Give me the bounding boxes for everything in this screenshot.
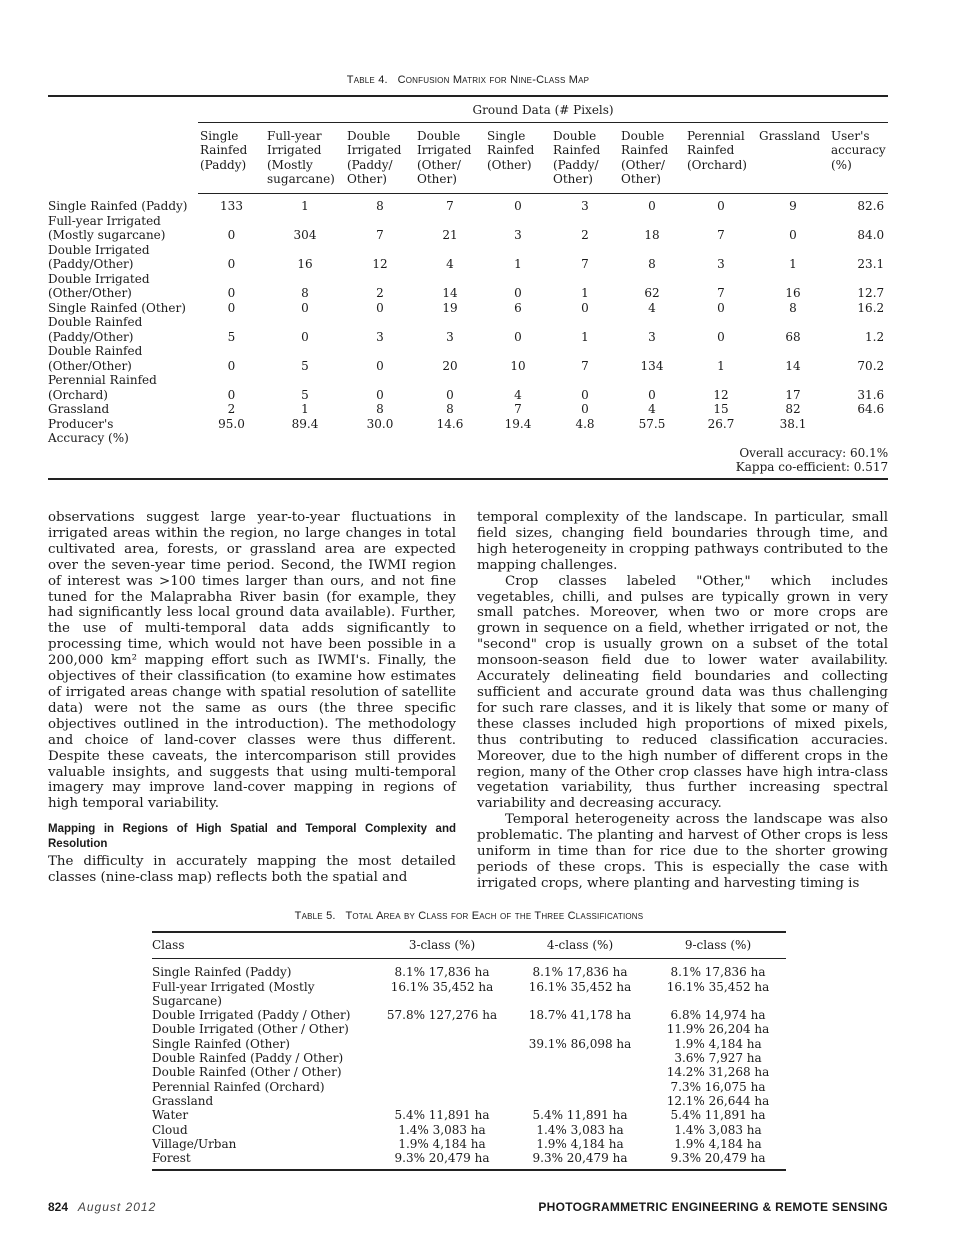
row-label	[48, 272, 198, 301]
producers-accuracy-cell: 38.1	[779, 416, 807, 431]
area-cell-c4: 1.4% 3,083 ha	[536, 1122, 624, 1137]
table-row	[152, 1022, 786, 1036]
matrix-cell: 3	[514, 228, 522, 242]
column-header	[685, 122, 757, 193]
matrix-cell: 3	[648, 329, 656, 344]
row-label	[48, 344, 198, 373]
producers-accuracy-cell: 4.8	[575, 416, 595, 431]
column-header-line: Other)	[347, 172, 387, 186]
page-number: 824	[48, 1200, 69, 1214]
column-header-line: Single	[200, 128, 239, 143]
area-cell-c4	[510, 1022, 650, 1036]
matrix-cell: 4	[648, 402, 656, 416]
area-cell-c3	[374, 1037, 510, 1051]
column-header-line: (Paddy/	[553, 157, 599, 172]
column-header-line: Other)	[621, 172, 661, 186]
area-cell-c4	[510, 1094, 650, 1108]
matrix-cell: 16	[785, 286, 801, 300]
users-accuracy-cell: 84.0	[857, 228, 885, 242]
producers-accuracy-cell: 89.4	[291, 416, 319, 431]
area-cell-c4	[510, 1065, 650, 1079]
table5-header-9class: 9-class (%)	[650, 932, 786, 959]
row-label-line: (Other/Other)	[48, 286, 132, 300]
area-cell-c3: 5.4% 11,891 ha	[394, 1108, 490, 1123]
matrix-cell: 0	[227, 257, 236, 271]
matrix-cell: 9	[789, 199, 797, 213]
row-label-line: Double Rainfed	[48, 344, 143, 358]
column-header	[485, 122, 551, 193]
class-cell-line: Sugarcane)	[152, 993, 222, 1008]
column-header	[619, 122, 685, 193]
area-cell-c4: 1.9% 4,184 ha	[536, 1136, 624, 1151]
accuracy-summary-row	[48, 446, 888, 479]
right-paragraph-2: Crop classes labeled "Other," which includes vegetables, chilli, and pulses are typically grown in very small patches. Moreover, when two or more crops are grown in sequence on a field, whether irrigated or not, the "second" crop is usually grown on a subset of the total monsoon-season field due to lower water availability. Accurately delineating field boundaries and collecting sufficient and accurate ground data was thus challenging for such rare classes, and it is likely that some or many of these classes included high proportions of mixed pixels, thus contributing to reduced classification accuracies. Moreover, due to the high number of different crops in the region, many of the Other crop classes have high intra-class vegetation variability, thus further increasing spectral variability and decreasing accuracy.	[477, 573, 888, 812]
area-cell-c9: 14.2% 31,268 ha	[666, 1065, 770, 1080]
ground-data-header: Ground Data (# Pixels)	[198, 96, 888, 122]
matrix-cell: 0	[717, 199, 725, 213]
class-cell	[152, 1065, 374, 1079]
producers-label-line: Producer's	[48, 416, 114, 431]
class-cell-line: Double Rainfed (Other / Other)	[152, 1065, 342, 1080]
matrix-cell: 20	[442, 358, 458, 373]
area-cell-c3: 1.9% 4,184 ha	[398, 1136, 486, 1151]
matrix-cell: 62	[644, 286, 660, 300]
area-cell-c9: 6.8% 14,974 ha	[670, 1008, 766, 1023]
matrix-cell: 4	[648, 300, 656, 315]
section-heading: Mapping in Regions of High Spatial and Temporal Complexity and Resolution	[48, 823, 456, 851]
column-header	[345, 122, 415, 193]
column-header-line: User's	[831, 128, 870, 143]
column-header-line: Rainfed	[687, 143, 735, 157]
matrix-cell: 3	[717, 257, 725, 271]
matrix-cell: 0	[301, 329, 309, 344]
table4-body	[48, 193, 888, 479]
area-cell-c3: 1.4% 3,083 ha	[398, 1122, 486, 1137]
class-cell-line: Single Rainfed (Other)	[152, 1036, 290, 1051]
column-header-line: Irrigated	[347, 143, 402, 157]
matrix-cell: 3	[446, 329, 454, 344]
column-header-line: Rainfed	[553, 143, 601, 157]
column-header-line: Full-year	[267, 128, 322, 143]
area-cell-c4	[510, 1080, 650, 1094]
producers-label-line: Accuracy (%)	[48, 431, 129, 445]
matrix-cell: 1	[301, 199, 309, 213]
matrix-cell: 0	[648, 199, 656, 213]
area-cell-c4: 18.7% 41,178 ha	[528, 1008, 632, 1023]
class-cell-line: Grassland	[152, 1093, 214, 1108]
issue-date: August 2012	[77, 1200, 157, 1214]
matrix-cell: 0	[227, 286, 236, 300]
summary-spacer	[48, 446, 198, 479]
area-cell-c4: 16.1% 35,452 ha	[528, 979, 632, 994]
matrix-cell: 2	[581, 228, 589, 242]
matrix-cell: 12	[713, 387, 729, 402]
matrix-cell: 8	[301, 286, 309, 300]
matrix-cell: 16	[297, 257, 313, 271]
matrix-cell: 0	[227, 300, 236, 315]
row-label-line: (Other/Other)	[48, 358, 132, 373]
matrix-cell: 0	[301, 300, 309, 315]
matrix-cell: 12	[372, 257, 388, 271]
matrix-cell: 0	[376, 387, 384, 402]
row-label	[48, 214, 198, 243]
area-cell-c3	[374, 1051, 510, 1065]
users-accuracy-cell: 12.7	[857, 286, 885, 300]
row-label	[48, 301, 198, 316]
area-cell-c3	[374, 1065, 510, 1079]
table-row	[152, 959, 786, 980]
row-label-line: Double Rainfed	[48, 315, 143, 329]
row-label-line: (Orchard)	[48, 387, 108, 402]
column-header-line: (Other/	[621, 157, 665, 172]
row-label	[48, 315, 198, 344]
matrix-cell: 1	[789, 257, 797, 271]
area-cell-c9: 9.3% 20,479 ha	[650, 1151, 786, 1170]
area-cell-c4: 5.4% 11,891 ha	[532, 1108, 628, 1123]
total-area-table	[152, 931, 786, 1171]
users-accuracy-cell: 70.2	[857, 358, 885, 373]
area-cell-c4	[510, 1051, 650, 1065]
users-accuracy-cell: 82.6	[857, 199, 885, 213]
matrix-cell: 15	[713, 402, 729, 416]
column-header	[551, 122, 619, 193]
column-header-line: Irrigated	[267, 143, 322, 157]
matrix-cell: 0	[227, 228, 236, 242]
producers-accuracy-row	[48, 417, 888, 446]
column-header-line: accuracy	[831, 143, 886, 157]
overall-accuracy: Overall accuracy: 60.1%	[739, 445, 889, 460]
column-header-line: Perennial	[687, 128, 745, 143]
matrix-cell: 8	[446, 402, 454, 416]
class-cell	[152, 1108, 374, 1122]
journal-name: PHOTOGRAMMETRIC ENGINEERING & REMOTE SENSING	[538, 1200, 888, 1214]
class-cell-line: Double Rainfed (Paddy / Other)	[152, 1051, 344, 1066]
class-cell-line: Perennial Rainfed (Orchard)	[152, 1079, 325, 1094]
matrix-cell: 0	[446, 387, 454, 402]
table4-title: Confusion Matrix for Nine-Class Map	[397, 74, 590, 86]
area-cell-c3	[374, 1022, 510, 1036]
class-cell	[152, 980, 374, 1009]
row-label-line: Double Irrigated	[48, 242, 150, 257]
class-cell-line: Double Irrigated (Paddy / Other)	[152, 1008, 351, 1023]
row-label-line: (Mostly sugarcane)	[48, 228, 166, 242]
class-cell	[152, 1022, 374, 1036]
matrix-cell: 68	[785, 329, 801, 344]
matrix-cell: 4	[514, 387, 522, 402]
column-header-line: Grassland	[759, 128, 821, 143]
matrix-cell: 0	[227, 387, 236, 402]
matrix-cell: 8	[789, 300, 797, 315]
row-label	[48, 402, 198, 417]
table-row	[48, 272, 888, 301]
row-label-line: Full-year Irrigated	[48, 213, 161, 228]
table5-label: Table 5.	[294, 910, 336, 922]
matrix-cell: 0	[717, 300, 725, 315]
table5-body	[152, 959, 786, 1171]
column-header-line: Double	[347, 128, 391, 143]
table-row	[48, 193, 888, 214]
class-cell-line: Double Irrigated (Other / Other)	[152, 1022, 349, 1037]
matrix-cell: 5	[301, 358, 309, 373]
matrix-cell: 0	[514, 199, 522, 213]
area-cell-c9: 1.9% 4,184 ha	[674, 1036, 762, 1051]
class-cell	[152, 1123, 374, 1137]
table5-header-row	[152, 932, 786, 959]
matrix-cell: 10	[510, 358, 526, 373]
row-label-line: Grassland	[48, 402, 110, 416]
table-row	[152, 1051, 786, 1065]
class-cell	[152, 1151, 374, 1170]
matrix-cell: 17	[785, 387, 801, 402]
producers-accuracy-cell: 26.7	[707, 416, 735, 431]
matrix-cell: 7	[717, 286, 725, 300]
class-cell	[152, 1094, 374, 1108]
column-header-line: Irrigated	[417, 143, 472, 157]
matrix-cell: 1	[581, 329, 589, 344]
area-cell-c9: 5.4% 11,891 ha	[670, 1108, 766, 1123]
column-header-line: Double	[621, 128, 665, 143]
page-footer-left	[48, 1200, 156, 1214]
class-cell	[152, 1008, 374, 1022]
right-paragraph-1: temporal complexity of the landscape. In particular, small field sizes, changing field boundaries through time, and high heterogeneity in cropping pathways contributed to the mapping challenges.	[477, 510, 888, 573]
matrix-cell: 3	[581, 199, 589, 213]
table5-caption	[152, 910, 786, 922]
row-label	[48, 243, 198, 272]
matrix-cell: 2	[376, 286, 384, 300]
matrix-cell: 0	[648, 387, 656, 402]
row-label-line: Single Rainfed (Paddy)	[48, 199, 188, 213]
area-cell-c9: 1.4% 3,083 ha	[674, 1122, 762, 1137]
table-row	[48, 243, 888, 272]
area-cell-c9: 7.3% 16,075 ha	[670, 1079, 766, 1094]
column-header-line: (Mostly	[267, 157, 313, 172]
area-cell-c3: 16.1% 35,452 ha	[390, 979, 494, 994]
table-row	[152, 1137, 786, 1151]
matrix-cell: 7	[581, 257, 589, 271]
matrix-cell: 18	[644, 228, 660, 242]
area-cell-c4: 39.1% 86,098 ha	[528, 1036, 632, 1051]
table-row	[48, 373, 888, 402]
area-cell-c9: 11.9% 26,204 ha	[666, 1022, 770, 1037]
area-cell-c9: 16.1% 35,452 ha	[666, 979, 770, 994]
producers-accuracy-label	[48, 417, 198, 446]
table-row	[152, 1080, 786, 1094]
column-header-line: Rainfed	[621, 143, 669, 157]
left-column	[48, 510, 456, 886]
table-row	[152, 1037, 786, 1051]
area-cell-c3: 8.1% 17,836 ha	[394, 965, 490, 980]
matrix-cell: 2	[227, 402, 236, 416]
table-row	[48, 301, 888, 316]
column-header-line: (Other/	[417, 157, 461, 172]
table-row	[152, 1065, 786, 1079]
matrix-cell: 5	[301, 387, 309, 402]
matrix-cell: 0	[514, 286, 522, 300]
column-header-line: (Paddy)	[200, 157, 247, 172]
matrix-cell: 7	[446, 199, 454, 213]
table-row	[152, 1094, 786, 1108]
class-cell	[152, 1037, 374, 1051]
matrix-cell: 21	[442, 228, 458, 242]
matrix-cell: 1	[581, 286, 589, 300]
table-row	[48, 344, 888, 373]
matrix-cell: 8	[648, 257, 656, 271]
matrix-cell: 0	[581, 387, 589, 402]
table-row	[152, 1008, 786, 1022]
column-header-line: Other)	[417, 172, 457, 186]
matrix-cell: 14	[785, 358, 801, 373]
matrix-cell: 6	[514, 300, 522, 315]
table5-header-3class: 3-class (%)	[374, 932, 510, 959]
column-header-line: (Orchard)	[687, 157, 747, 172]
row-label	[48, 193, 198, 214]
table-row	[152, 980, 786, 1009]
table4-label: Table 4.	[346, 74, 388, 86]
class-cell-line: Village/Urban	[152, 1136, 237, 1151]
matrix-cell: 7	[717, 228, 725, 242]
matrix-cell: 7	[376, 228, 384, 242]
matrix-cell: 5	[227, 329, 236, 344]
table-row	[152, 1123, 786, 1137]
area-cell-c9: 8.1% 17,836 ha	[670, 965, 766, 980]
area-cell-c9: 3.6% 7,927 ha	[674, 1051, 762, 1066]
producers-accuracy-cell: 30.0	[366, 416, 394, 431]
column-header	[265, 122, 345, 193]
producers-accuracy-cell: 19.4	[504, 416, 532, 431]
matrix-cell: 0	[227, 358, 236, 373]
column-header-line: Rainfed	[487, 143, 535, 157]
area-cell-c4: 9.3% 20,479 ha	[510, 1151, 650, 1170]
row-label-line: (Paddy/Other)	[48, 257, 134, 271]
column-header-line: (Paddy/	[347, 157, 393, 172]
matrix-cell: 7	[581, 358, 589, 373]
row-label-line: Perennial Rainfed	[48, 373, 157, 387]
column-header-line: Double	[553, 128, 597, 143]
matrix-cell: 0	[376, 300, 384, 315]
table4-caption	[48, 74, 888, 86]
area-cell-c3: 57.8% 127,276 ha	[386, 1008, 498, 1023]
column-header-line: Single	[487, 128, 526, 143]
area-cell-c4: 8.1% 17,836 ha	[532, 965, 628, 980]
matrix-cell: 1	[301, 402, 309, 416]
class-cell	[152, 1080, 374, 1094]
table-row	[48, 315, 888, 344]
users-accuracy-cell: 23.1	[857, 257, 885, 271]
matrix-cell: 0	[581, 300, 589, 315]
row-label-line: Double Irrigated	[48, 271, 150, 286]
matrix-cell: 82	[785, 402, 801, 416]
column-header-line: sugarcane)	[267, 172, 335, 186]
column-header-line: (Other)	[487, 157, 532, 172]
column-header-line: Double	[417, 128, 461, 143]
users-accuracy-cell: 1.2	[865, 329, 885, 344]
matrix-cell: 7	[514, 402, 522, 416]
matrix-cell: 0	[581, 402, 589, 416]
row-label	[48, 373, 198, 402]
table5-title: Total Area by Class for Each of the Three Classifications	[345, 910, 644, 922]
row-label-line: (Paddy/Other)	[48, 329, 134, 344]
matrix-cell: 0	[789, 228, 797, 242]
producers-accuracy-cell: 95.0	[218, 416, 245, 431]
users-accuracy-cell: 16.2	[857, 300, 885, 315]
table-row	[48, 402, 888, 417]
accuracy-summary	[198, 446, 888, 479]
matrix-cell: 133	[220, 199, 243, 213]
column-header	[415, 122, 485, 193]
left-paragraph-1: observations suggest large year-to-year fluctuations in irrigated areas within the region, no large changes in total cultivated area, forests, or grassland area are expected over the seven-year time period. Second, the IWMI region of interest was >100 times larger than ours, and not fine tuned for the Malaprabha River basin (for example, they had significantly less local ground data available). Further, the use of multi-temporal data adds significantly to processing time, which would not have been possible in a 200,000 km² mapping effort such as IWMI's. Finally, the objectives of their classification (to examine how estimates of irrigated areas change with spatial resolution of satellite data) were not the same as ours (the three specific objectives outlined in the introduction). The methodology and choice of land-cover classes were thus different. Despite these caveats, the intercomparison still provides valuable insights, and suggests that using multi-temporal imagery may improve land-cover mapping in regions of high temporal variability.	[48, 510, 456, 812]
column-header-line: (%)	[831, 157, 852, 172]
class-cell	[152, 1051, 374, 1065]
kappa-coefficient: Kappa co-efficient: 0.517	[735, 460, 889, 474]
matrix-cell: 19	[442, 300, 458, 315]
row-label-line: Single Rainfed (Other)	[48, 300, 186, 315]
class-cell-line: Cloud	[152, 1122, 188, 1137]
class-cell	[152, 1137, 374, 1151]
matrix-cell: 1	[717, 358, 725, 373]
matrix-cell: 0	[514, 329, 522, 344]
class-cell	[152, 959, 374, 980]
table5-header-class: Class	[152, 932, 374, 959]
matrix-cell: 304	[293, 228, 317, 242]
column-header-line: Rainfed	[200, 143, 248, 157]
column-header	[757, 122, 829, 193]
matrix-cell: 3	[376, 329, 384, 344]
matrix-cell: 134	[640, 358, 664, 373]
class-cell-line: Forest	[152, 1151, 191, 1166]
area-cell-c3	[374, 1094, 510, 1108]
matrix-cell: 0	[717, 329, 725, 344]
right-paragraph-3: Temporal heterogeneity across the landscape was also problematic. The planting and harvest of Other crops is less uniform in time than for rice due to the shorter growing periods of these crops. This is especially the case with irrigated crops, where planting and harvesting timing is	[477, 812, 888, 891]
class-cell-line: Full-year Irrigated (Mostly	[152, 979, 315, 994]
users-accuracy-cell: 31.6	[857, 387, 885, 402]
matrix-cell: 8	[376, 199, 384, 213]
confusion-matrix-table	[48, 95, 888, 480]
left-paragraph-2: The difficulty in accurately mapping the most detailed classes (nine-class map) reflects both the spatial and	[48, 854, 456, 886]
table-row	[48, 214, 888, 243]
area-cell-c9: 1.9% 4,184 ha	[674, 1136, 762, 1151]
matrix-cell: 4	[446, 257, 454, 271]
area-cell-c3: 9.3% 20,479 ha	[374, 1151, 510, 1170]
class-cell-line: Water	[152, 1108, 189, 1123]
table-row	[152, 1108, 786, 1122]
table-row	[152, 1151, 786, 1170]
class-cell-line: Single Rainfed (Paddy)	[152, 965, 292, 980]
area-cell-c3	[374, 1080, 510, 1094]
area-cell-c9: 12.1% 26,644 ha	[666, 1093, 770, 1108]
producers-accuracy-cell: 14.6	[436, 416, 464, 431]
matrix-cell: 8	[376, 402, 384, 416]
matrix-cell: 14	[442, 286, 458, 300]
producers-accuracy-empty	[829, 417, 888, 446]
column-header	[198, 122, 265, 193]
matrix-cell: 1	[514, 257, 522, 271]
column-header-line: Other)	[553, 172, 593, 186]
column-header	[829, 122, 888, 193]
users-accuracy-cell: 64.6	[857, 402, 885, 416]
right-column	[477, 510, 888, 892]
producers-accuracy-cell: 57.5	[638, 416, 666, 431]
table4-column-headers	[48, 122, 888, 193]
table5-header-4class: 4-class (%)	[510, 932, 650, 959]
matrix-cell: 0	[376, 358, 384, 373]
